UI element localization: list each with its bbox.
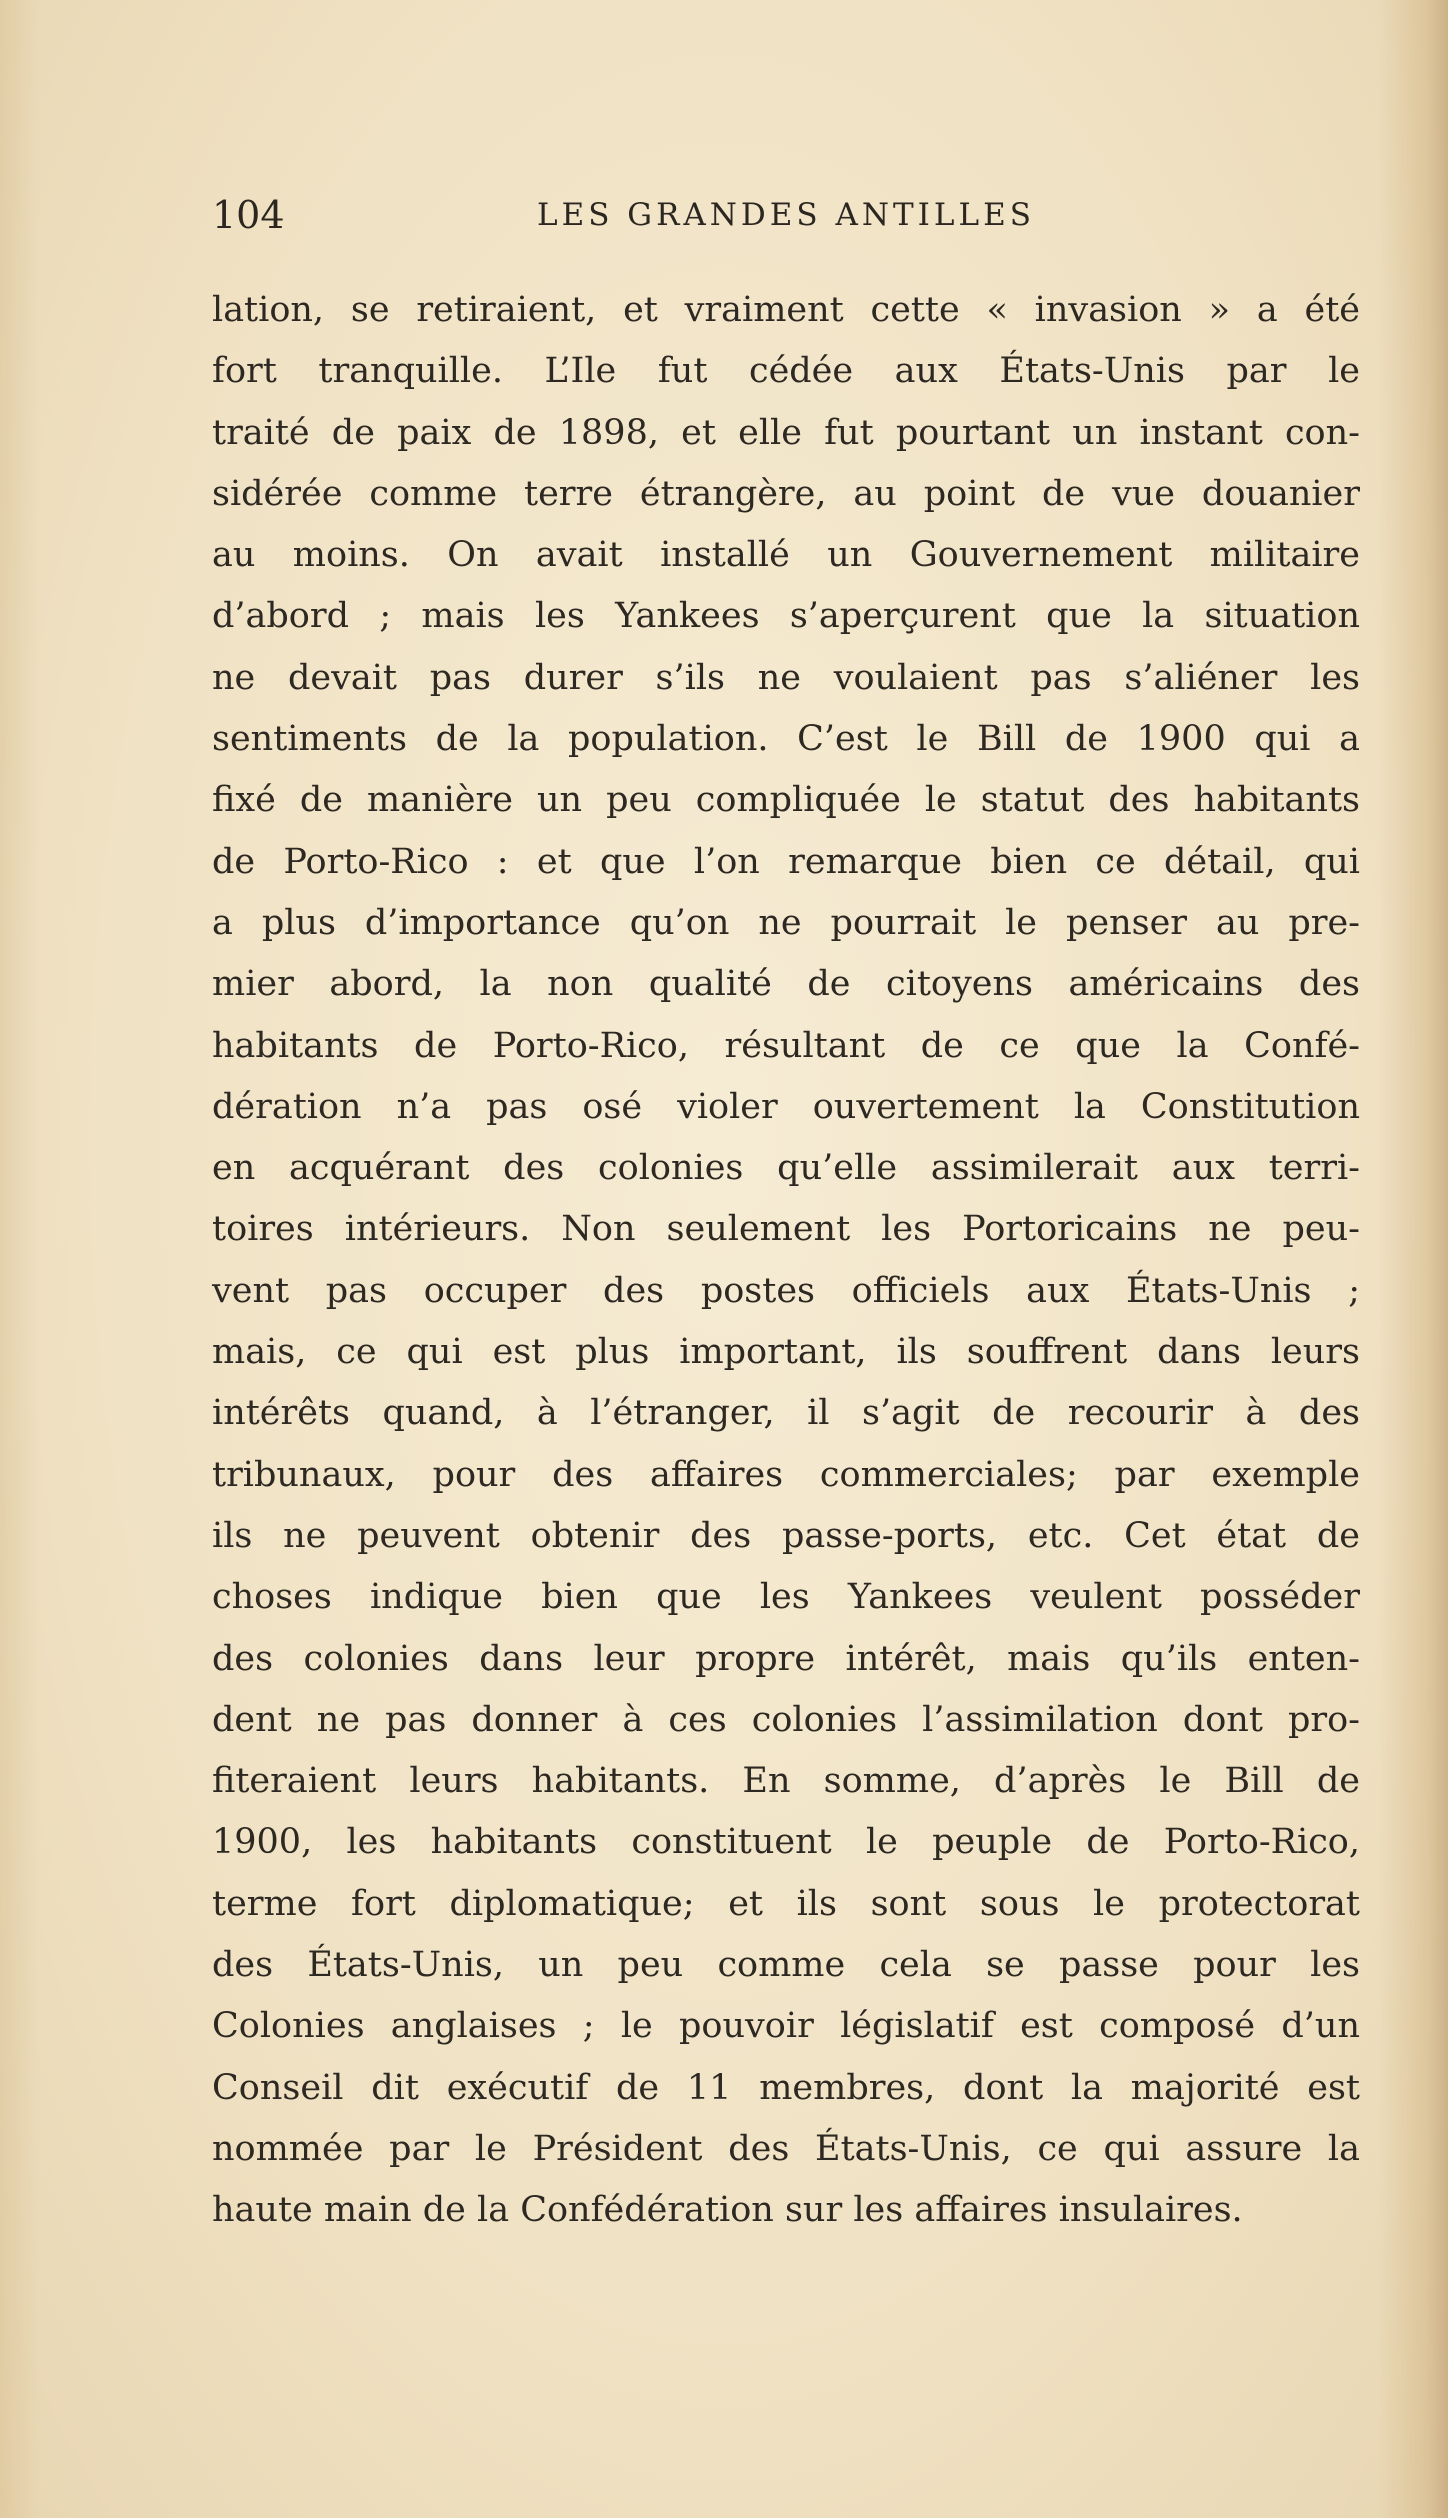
text-line: ne devait pas durer s’ils ne voulaient pas s’aliéner les — [212, 657, 1360, 698]
text-line: terme fort diplomatique; et ils sont sous le protectorat — [212, 1883, 1360, 1924]
text-line: 1900, les habitants constituent le peuple de Porto-Rico, — [212, 1822, 1360, 1863]
page-left-edge — [0, 0, 40, 2518]
text-line: des États-Unis, un peu comme cela se passe pour les — [212, 1945, 1360, 1986]
text-line: intérêts quand, à l’étranger, il s’agit de recourir à des — [212, 1393, 1360, 1434]
text-line: vent pas occuper des postes officiels aux États-Unis ; — [212, 1270, 1360, 1311]
page-number: 104 — [212, 193, 285, 237]
text-line: nommée par le Président des États-Unis, ce qui assure la — [212, 2128, 1360, 2169]
text-line: lation, se retiraient, et vraiment cette « invasion » a été — [212, 290, 1360, 330]
text-line: mier abord, la non qualité de citoyens américains des — [212, 964, 1360, 1005]
text-line: des colonies dans leur propre intérêt, mais qu’ils enten- — [212, 1638, 1360, 1679]
text-line: Conseil dit exécutif de 11 membres, dont la majorité est — [212, 2067, 1360, 2108]
page-gutter-shadow — [1378, 0, 1448, 2518]
running-head: LES GRANDES ANTILLES — [537, 197, 1035, 233]
text-line: haute main de la Confédération sur les affaires insulaires. — [212, 2190, 1243, 2231]
text-line: sidérée comme terre étrangère, au point de vue douanier — [212, 473, 1360, 514]
text-line: toires intérieurs. Non seulement les Portoricains ne peu- — [212, 1209, 1360, 1250]
text-line: sentiments de la population. C’est le Bill de 1900 qui a — [212, 719, 1360, 760]
text-line: a plus d’importance qu’on ne pourrait le penser au pre- — [212, 902, 1360, 943]
text-line: de Porto-Rico : et que l’on remarque bien ce détail, qui — [212, 841, 1360, 882]
text-line: mais, ce qui est plus important, ils souffrent dans leurs — [212, 1332, 1360, 1373]
text-line: fiteraient leurs habitants. En somme, d’après le Bill de — [212, 1761, 1360, 1802]
text-line: en acquérant des colonies qu’elle assimilerait aux terri- — [212, 1148, 1360, 1189]
text-line: dération n’a pas osé violer ouvertement la Constitution — [212, 1086, 1360, 1127]
text-line: d’abord ; mais les Yankees s’aperçurent que la situation — [212, 596, 1360, 637]
text-line: Colonies anglaises ; le pouvoir législatif est composé d’un — [212, 2006, 1360, 2047]
text-line: ils ne peuvent obtenir des passe-ports, etc. Cet état de — [212, 1515, 1360, 1556]
page-header — [212, 190, 1360, 240]
body-text — [212, 280, 1360, 2242]
text-line: dent ne pas donner à ces colonies l’assimilation dont pro- — [212, 1699, 1360, 1740]
text-line: traité de paix de 1898, et elle fut pourtant un instant con- — [212, 412, 1360, 453]
text-line: fort tranquille. L’Ile fut cédée aux États-Unis par le — [212, 351, 1360, 392]
text-line: choses indique bien que les Yankees veulent posséder — [212, 1577, 1360, 1618]
text-line: au moins. On avait installé un Gouvernement militaire — [212, 535, 1360, 576]
text-line: tribunaux, pour des affaires commerciales; par exemple — [212, 1454, 1360, 1495]
text-line: habitants de Porto-Rico, résultant de ce que la Confé- — [212, 1025, 1360, 1066]
text-line: fixé de manière un peu compliquée le statut des habitants — [212, 780, 1360, 821]
